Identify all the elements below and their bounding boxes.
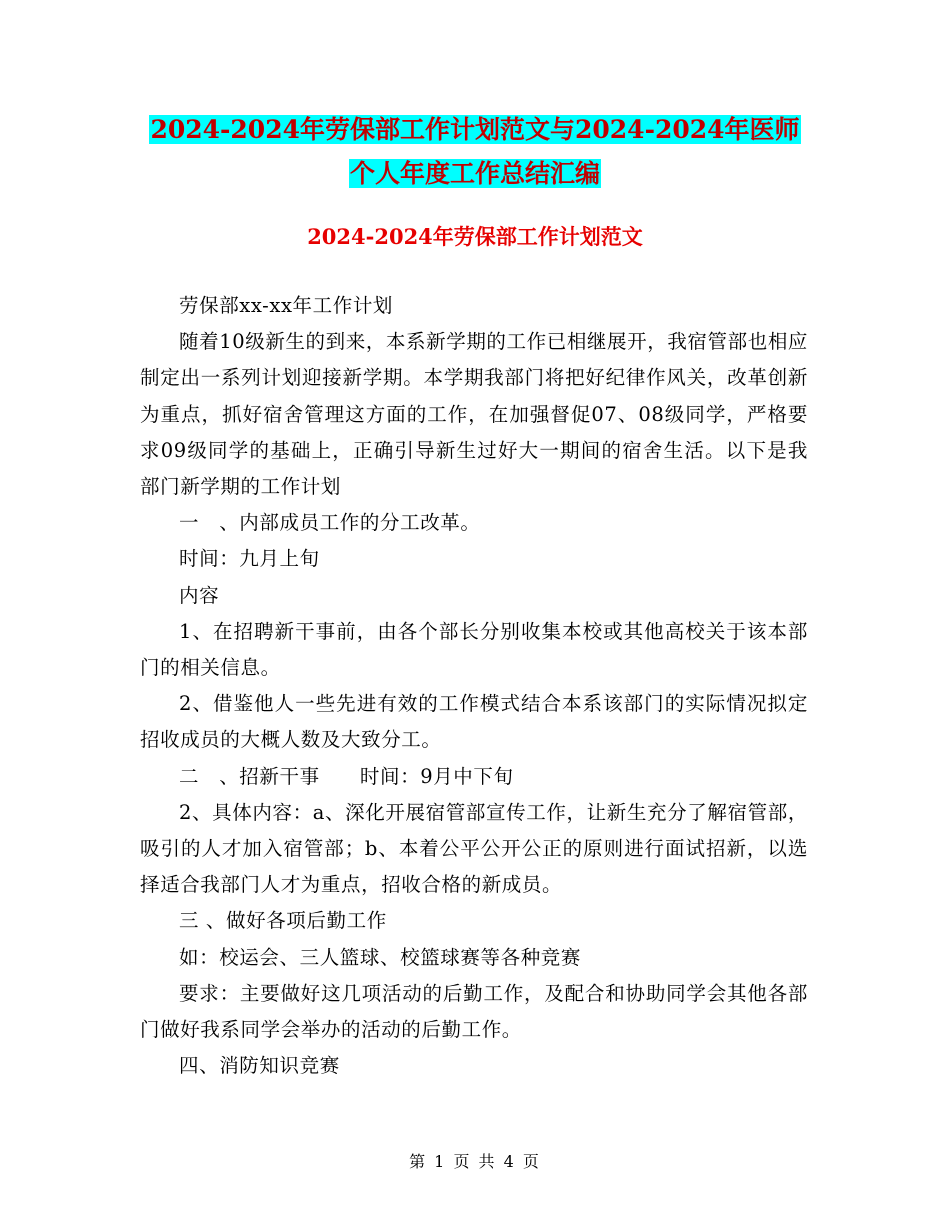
title-highlight-2: 个人年度工作总结汇编 (349, 159, 600, 188)
section-title: 2024-2024年劳保部工作计划范文 (307, 224, 643, 249)
paragraph: 随着10级新生的到来，本系新学期的工作已相继展开，我宿管部也相应制定出一系列计划迎接新学期。本学期我部门将把好纪律作风关，改革创新为重点，抓好宿舍管理这方面的工作，在加强督促07、08级同学，严格要求09级同学的基础上，正确引导新生过好大一期间的宿舍生活。以下是我部门新学期的工作计划 (140, 330, 809, 499)
paragraph: 四、消防知识竞赛 (179, 1054, 340, 1078)
document-body (140, 288, 808, 1084)
paragraph: 一 、内部成员工作的分工改革。 (179, 511, 481, 535)
paragraph: 内容 (179, 583, 220, 607)
paragraph: 2、借鉴他人一些先进有效的工作模式结合本系该部门的实际情况拟定招收成员的大概人数及大致分工。 (140, 692, 808, 752)
paragraph: 劳保部xx-xx年工作计划 (179, 294, 394, 317)
paragraph: 1、在招聘新干事前，由各个部长分别收集本校或其他高校关于该本部门的相关信息。 (140, 619, 808, 680)
title-highlight-1: 2024-2024年劳保部工作计划范文与2024-2024年医师 (150, 115, 800, 144)
paragraph: 时间：九月上旬 (179, 547, 320, 571)
paragraph: 三 、做好各项后勤工作 (179, 909, 387, 933)
paragraph: 二 、招新干事 时间：9月中下旬 (179, 764, 514, 788)
paragraph: 2、具体内容：a、深化开展宿管部宣传工作，让新生充分了解宿管部，吸引的人才加入宿管部；b、本着公平公开公正的原则进行面试招新，以选择适合我部门人才为重点，招收合格的新成员。 (140, 800, 808, 897)
paragraph: 要求：主要做好这几项活动的后勤工作，及配合和协助同学会其他各部门做好我系同学会举办的活动的后勤工作。 (140, 981, 808, 1042)
paragraph: 如：校运会、三人篮球、校篮球赛等各种竞赛 (179, 945, 582, 969)
page-footer: 第 1 页 共 4 页 (409, 1152, 541, 1171)
document-title-line-1 (0, 113, 950, 147)
document-title-line-2 (0, 157, 950, 191)
